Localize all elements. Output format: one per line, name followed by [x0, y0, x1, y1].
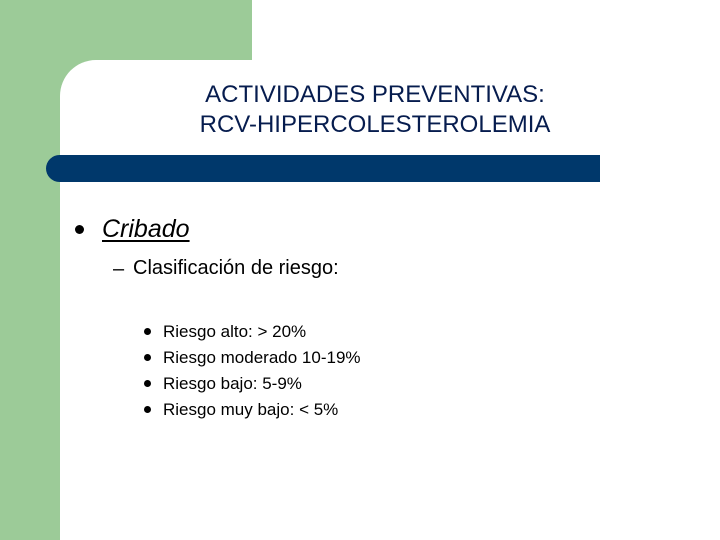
slide-title-line-2: RCV-HIPERCOLESTEROLEMIA: [199, 111, 551, 138]
risk-item-high: [142, 319, 361, 345]
risk-item-moderate: [142, 345, 361, 371]
bullet-icon: [144, 354, 151, 361]
risk-item-low: [142, 371, 361, 397]
risk-item-label: Riesgo bajo: 5-9%: [163, 374, 302, 393]
bullet-icon: [144, 380, 151, 387]
risk-item-very-low: [142, 397, 361, 423]
risk-list: [142, 319, 361, 423]
level1-item-cribado: Cribado: [102, 215, 190, 243]
slide-title: [120, 80, 630, 140]
title-underline-bar: [46, 155, 600, 182]
dash-icon: –: [113, 258, 125, 280]
risk-item-label: Riesgo moderado 10-19%: [163, 348, 361, 367]
risk-item-label: Riesgo alto: > 20%: [163, 322, 307, 341]
bullet-icon: [144, 406, 151, 413]
bullet-icon: [75, 225, 84, 234]
risk-item-label: Riesgo muy bajo: < 5%: [163, 400, 339, 419]
level2-item-clasificacion: Clasificación de riesgo:: [133, 257, 339, 279]
bullet-icon: [144, 328, 151, 335]
slide-title-line-1: ACTIVIDADES PREVENTIVAS:: [205, 81, 545, 108]
